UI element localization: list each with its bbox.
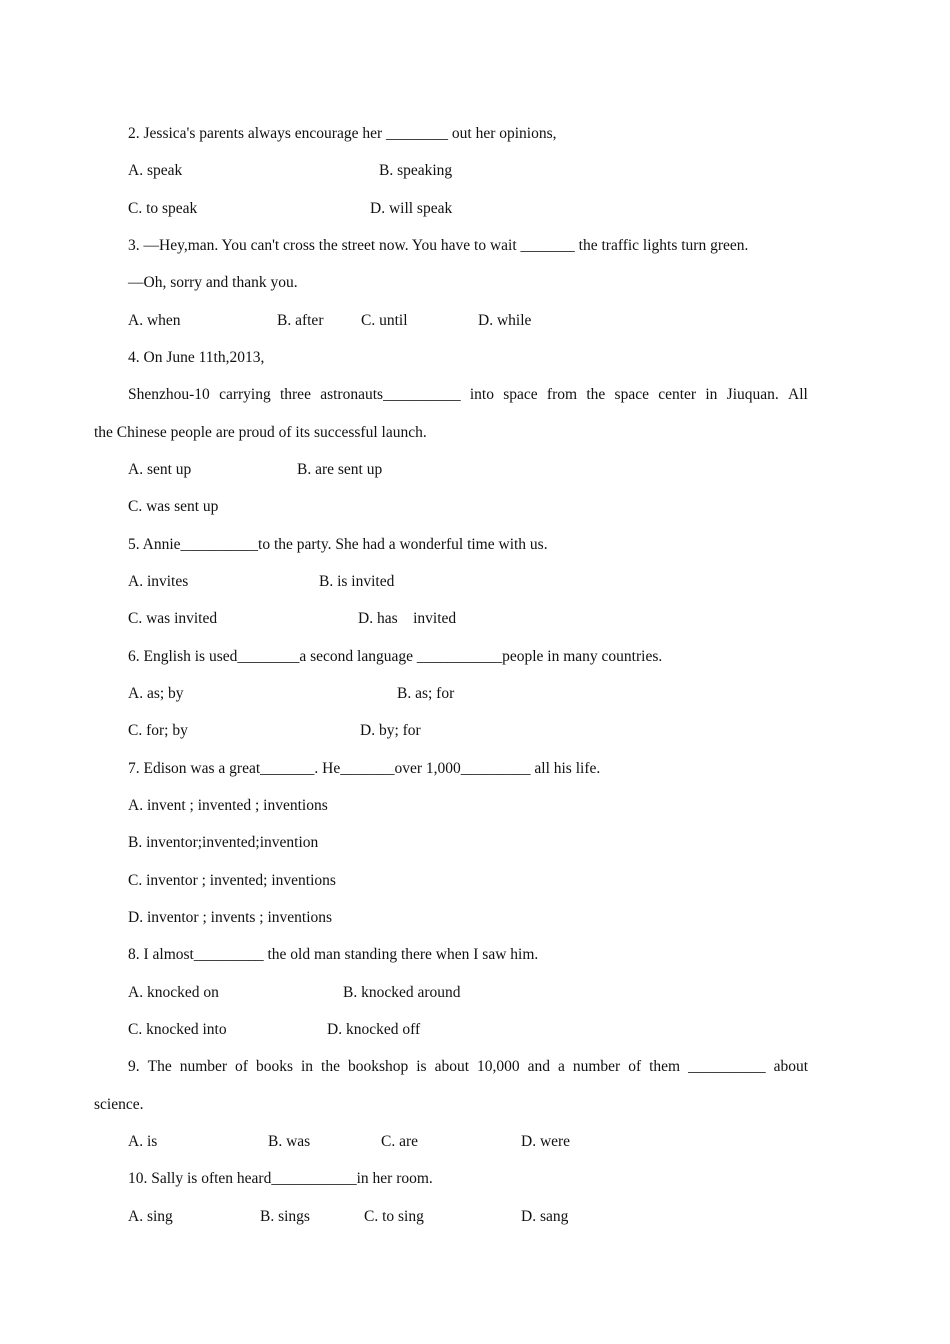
- stem-word: __________: [688, 1058, 766, 1075]
- question-5-option-d: D. has invited: [358, 610, 457, 627]
- stem-word: into: [469, 386, 494, 403]
- stem-word: the: [586, 386, 606, 403]
- stem-word: space: [614, 386, 649, 403]
- stem-word: bookshop: [347, 1058, 409, 1075]
- stem-word: astronauts__________: [320, 386, 461, 403]
- stem-word: the: [321, 1058, 340, 1075]
- stem-word: of: [628, 1058, 642, 1075]
- stem-word: All: [788, 386, 808, 403]
- stem-word: The: [147, 1058, 172, 1075]
- question-6-option-a: A. as; by: [128, 685, 184, 702]
- question-6-option-d: D. by; for: [360, 722, 421, 739]
- question-3-reply: —Oh, sorry and thank you.: [128, 274, 298, 291]
- question-9-option-d: D. were: [521, 1133, 571, 1150]
- question-9-stem-line-1: [128, 1057, 808, 1077]
- stem-word: Jiuquan.: [726, 386, 779, 403]
- stem-word: about: [434, 1058, 469, 1075]
- stem-word: from: [546, 386, 578, 403]
- question-5-option-c: C. was invited: [128, 610, 218, 627]
- question-10-option-b: B. sings: [260, 1208, 310, 1225]
- question-8-option-d: D. knocked off: [327, 1021, 421, 1038]
- question-10-option-d: D. sang: [521, 1208, 569, 1225]
- question-2-option-b: B. speaking: [379, 162, 453, 179]
- question-7-option-b: B. inventor;invented;invention: [128, 834, 319, 851]
- question-2-option-d: D. will speak: [370, 200, 453, 217]
- question-4-stem-line-1: 4. On June 11th,2013,: [128, 349, 265, 366]
- stem-word: space: [503, 386, 538, 403]
- question-3-option-b: B. after: [277, 312, 324, 329]
- stem-word: a: [557, 1058, 565, 1075]
- stem-word: 9.: [128, 1058, 140, 1075]
- stem-word: carrying: [219, 386, 271, 403]
- question-9-option-a: A. is: [128, 1133, 158, 1150]
- question-3-option-a: A. when: [128, 312, 181, 329]
- question-8-option-a: A. knocked on: [128, 984, 219, 1001]
- question-7-option-c: C. inventor ; invented; inventions: [128, 872, 336, 889]
- question-7-stem: 7. Edison was a great_______. He_______over 1,000_________ all his life.: [128, 760, 601, 777]
- question-6-option-c: C. for; by: [128, 722, 188, 739]
- question-9-option-c: C. are: [381, 1133, 419, 1150]
- stem-word: 10,000: [476, 1058, 520, 1075]
- stem-word: center: [658, 386, 697, 403]
- question-3-option-c: C. until: [361, 312, 408, 329]
- question-10-stem: 10. Sally is often heard___________in her room.: [128, 1170, 433, 1187]
- question-3-option-d: D. while: [478, 312, 532, 329]
- question-5-option-a: A. invites: [128, 573, 189, 590]
- question-4-option-a: A. sent up: [128, 461, 192, 478]
- question-10-option-a: A. sing: [128, 1208, 173, 1225]
- stem-word: in: [705, 386, 718, 403]
- question-6-stem: 6. English is used________a second language ___________people in many countries.: [128, 648, 663, 665]
- stem-word: them: [649, 1058, 681, 1075]
- question-4-stem-line-3: the Chinese people are proud of its successful launch.: [94, 424, 427, 441]
- question-2-option-a: A. speak: [128, 162, 183, 179]
- stem-word: about: [773, 1058, 808, 1075]
- stem-word: three: [279, 386, 311, 403]
- question-4-option-b: B. are sent up: [297, 461, 383, 478]
- question-2-stem: 2. Jessica's parents always encourage her ________ out her opinions,: [128, 125, 557, 142]
- question-7-option-d: D. inventor ; invents ; inventions: [128, 909, 333, 926]
- question-2-option-c: C. to speak: [128, 200, 198, 217]
- question-8-stem: 8. I almost_________ the old man standing there when I saw him.: [128, 946, 539, 963]
- stem-word: in: [300, 1058, 314, 1075]
- stem-word: number: [179, 1058, 228, 1075]
- stem-word: number: [572, 1058, 621, 1075]
- question-6-option-b: B. as; for: [397, 685, 455, 702]
- question-9-option-b: B. was: [268, 1133, 311, 1150]
- question-4-stem-line-2: [128, 385, 808, 405]
- stem-word: of: [235, 1058, 248, 1075]
- stem-word: books: [255, 1058, 293, 1075]
- question-5-option-b: B. is invited: [319, 573, 395, 590]
- question-7-option-a: A. invent ; invented ; inventions: [128, 797, 328, 814]
- question-3-stem: 3. —Hey,man. You can't cross the street now. You have to wait _______ the traffic lights turn green.: [128, 237, 749, 254]
- stem-word: and: [527, 1058, 550, 1075]
- question-8-option-b: B. knocked around: [343, 984, 461, 1001]
- question-4-option-c: C. was sent up: [128, 498, 219, 515]
- question-5-stem: 5. Annie__________to the party. She had a wonderful time with us.: [128, 536, 548, 553]
- question-9-stem-line-2: science.: [94, 1096, 144, 1113]
- question-10-option-c: C. to sing: [364, 1208, 424, 1225]
- stem-word: Shenzhou-10: [128, 386, 210, 403]
- question-8-option-c: C. knocked into: [128, 1021, 227, 1038]
- stem-word: is: [416, 1058, 427, 1075]
